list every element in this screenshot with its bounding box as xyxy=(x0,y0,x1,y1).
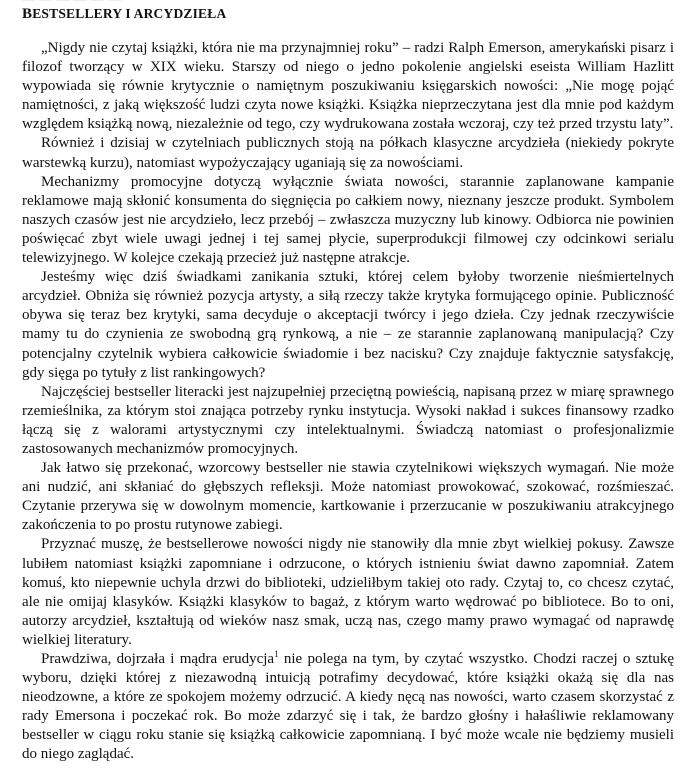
paragraph-5: Najczęściej bestseller literacki jest najzupełniej przeciętną powieścią, napisaną przez w miarę sprawnego rzemieślnika, za którym stoi znająca potrzeby rynku instytucja. Wysoki nakład i sukces finansowy rzadko łączą się z walorami artystycznymi czy intelektualnymi. Świadczą natomiast o profesjonalizmie zastosowanych mechanizmów promocyjnych. xyxy=(22,383,674,457)
article-title: BESTSELLERY I ARCYDZIEŁA xyxy=(22,6,227,22)
paragraph-7: Przyznać muszę, że bestsellerowe nowości nigdy nie stanowiły dla mnie zbyt wielkiej pokusy. Zawsze lubiłem natomiast książki zapomniane i odrzucone, o których istnieniu świat dawno zapomniał. Zatem komuś, kto niepewnie uchyla drzwi do biblioteki, udzieliłbym takiej oto rady. Czytaj to, co chcesz czytać, ale nie omijaj klasyków. Książki klasyków to bagaż, z którym warto wędrować po bibliotece. Bo to oni, autorzy arcydzieł, kształtują od wieków nasz smak, uczą nas, czego mamy prawo wymagać od naprawdę wielkiej literatury. xyxy=(22,536,674,648)
footnote-marker: 1 xyxy=(274,649,279,659)
paragraph-8-start: Prawdziwa, dojrzała i mądra erudycja xyxy=(41,651,275,667)
paragraph-6: Jak łatwo się przekonać, wzorcowy bestseller nie stawia czytelnikowi większych wymagań. Nie może ani nudzić, ani skłaniać do głębszych refleksji. Może natomiast prowokować, szokować, rozśmieszać. Czytanie przerywa się w dowolnym momencie, kartkowanie i przerzucanie w poszukiwaniu atrakcyjnego zakończenia to po prostu rutynowe zabiegi. xyxy=(22,460,674,534)
paragraph-4: Jesteśmy więc dziś świadkami zanikania sztuki, której celem byłoby tworzenie nieśmiertelnych arcydzieł. Obniża się również pozycja artysty, a siłą rzeczy także krytyka formującego opinie. Publiczność obywa się teraz bez krytyki, sama decyduje o akceptacji twórcy i jego dzieła. Czy jednak rzeczywiście mamy tu do czynienia ze swobodną grą rynkową, a nie – ze starannie zaplanowaną manipulacją? Czy potencjalny czytelnik wybiera całkowicie świadomie i bez nacisku? Czy znajduje faktycznie satysfakcję, gdy sięga po tytuły z list rankingowych? xyxy=(22,269,674,381)
paragraph-8 xyxy=(22,650,674,765)
paragraph-1: „Nigdy nie czytaj książki, która nie ma przynajmniej roku” – radzi Ralph Emerson, amerykański pisarz i filozof tworzący w XIX wieku. Starszy od niego o jedno pokolenie angielski eseista William Hazlitt wypowiada się równie krytycznie o namiętnym poszukiwaniu księgarskich nowości: „Nie mogę pojąć namiętności, z jaką większość ludzi czyta nowe książki. Książka nieprzeczytana jest dla mnie pod każdym względem książką nową, niezależnie od tego, czy wydrukowana została wczoraj, czy też przed trzystu laty”. xyxy=(22,40,674,133)
article-body xyxy=(22,39,674,765)
paragraph-2: Również i dzisiaj w czytelniach publicznych stoją na półkach klasyczne arcydzieła (niekiedy pokryte warstewką kurzu), natomiast wypożyczający uganiają się za nowościami. xyxy=(22,135,674,171)
paragraph-8-rest: nie polega na tym, by czytać wszystko. Chodzi raczej o sztukę wyboru, dzięki której z niezawodną intuicją potrafimy decydować, które książki okażą się dla nas nieodzowne, a które ze spokojem możemy odrzucić. A kiedy nęcą nas nowości, warto czasem skorzystać z rady Emersona i poczekać rok. Bo może zdarzyć się i tak, że bardzo głośny i hałaśliwie reklamowany bestseller w ciągu roku stanie się książką całkowicie zapomnianą. I być może wcale nie będziemy musieli do niego zaglądać. xyxy=(22,651,674,763)
paragraph-3: Mechanizmy promocyjne dotyczą wyłącznie świata nowości, starannie zaplanowane kampanie reklamowe mają skłonić konsumenta do sięgnięcia po całkiem nowy, nieznany jeszcze produkt. Symbolem naszych czasów jest nie arcydzieło, lecz przebój – zwłaszcza muzyczny lub kinowy. Odbiorca nie powinien poświęcać zbyt wiele uwagi jednej i tej samej płycie, superprodukcji filmowej czy odcinkowi serialu telewizyjnego. W kolejce czekają przecież już następne atrakcje. xyxy=(22,173,674,267)
